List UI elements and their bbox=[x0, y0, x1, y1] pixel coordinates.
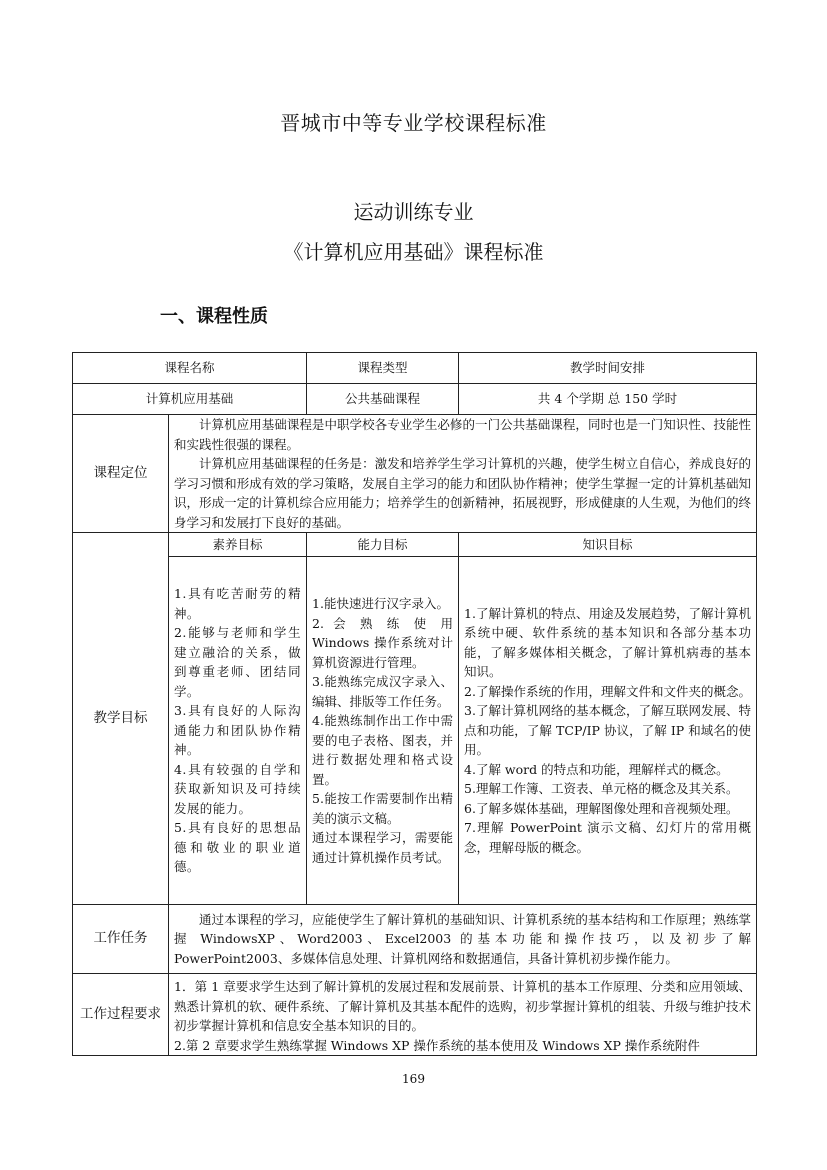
list-item: 4.了解 word 的特点和功能，理解样式的概念。 bbox=[464, 761, 729, 777]
objectives-label: 教学目标 bbox=[73, 533, 169, 905]
document-title: 晋城市中等专业学校课程标准 bbox=[280, 111, 547, 135]
positioning-label: 课程定位 bbox=[73, 415, 169, 533]
schedule-value: 共 4 个学期 总 150 学时 bbox=[459, 384, 757, 415]
task-row bbox=[73, 905, 757, 974]
list-item: 2.了解操作系统的作用，理解文件和文件夹的概念。 bbox=[464, 683, 751, 699]
list-item: 4.能熟练制作出工作中需要的电子表格、图表，并进行数据处理和格式设置。 bbox=[312, 713, 454, 787]
course-type-value: 公共基础课程 bbox=[307, 384, 459, 415]
list-item: 3.能熟练完成汉字录入、编辑、排版等工作任务。 bbox=[312, 674, 454, 709]
major-title: 运动训练专业 bbox=[353, 200, 474, 224]
header-course-type: 课程类型 bbox=[307, 353, 459, 384]
list-item: 5.具有良好的思想品德和敬业的职业道德。 bbox=[174, 820, 302, 875]
objectives-header-row bbox=[73, 533, 757, 557]
positioning-paragraph: 计算机应用基础课程的任务是：激发和培养学生学习计算机的兴趣，使学生树立自信心，养成良好的学习习惯和形成有效的学习策略，发展自主学习的能力和团队协作精神；使学生掌握一定的计算机基础知识，形成一定的计算机综合应用能力；培养学生的创新精神，拓展视野，形成健康的人生观，为他们的终身学习和发展打下良好的基础。 bbox=[174, 456, 752, 530]
ability-goals-header: 能力目标 bbox=[307, 533, 459, 557]
list-item: 2.第 2 章要求学生熟练掌握 Windows XP 操作系统的基本使用及 Windows XP 操作系统附件 bbox=[174, 1037, 700, 1053]
list-item: 5.能按工作需要制作出精美的演示文稿。 bbox=[312, 791, 454, 826]
list-item: 2. 会 熟 练 使 用 Windows 操作系统对计算机资源进行管理。 bbox=[312, 615, 454, 670]
objectives-content-row bbox=[73, 557, 757, 905]
task-label: 工作任务 bbox=[73, 905, 169, 974]
table-row bbox=[73, 384, 757, 415]
process-label: 工作过程要求 bbox=[73, 974, 169, 1056]
list-item: 通过本课程学习，需要能通过计算机操作员考试。 bbox=[312, 830, 454, 865]
list-item: 3.了解计算机网络的基本概念，了解互联网发展、特点和功能，了解 TCP/IP 协议，了解 IP 和域名的使用。 bbox=[464, 703, 752, 758]
course-title: 《计算机应用基础》课程标准 bbox=[283, 240, 544, 264]
table-header-row bbox=[73, 353, 757, 384]
positioning-row bbox=[73, 415, 757, 533]
list-item: 4.具有较强的自学和获取新知识及可持续发展的能力。 bbox=[174, 761, 302, 816]
task-paragraph: 通过本课程的学习，应能使学生了解计算机的基础知识、计算机系统的基本结构和工作原理；熟练掌握 WindowsXP、Word2003、Excel2003 的基本功能和操作技巧，以及初步了解 PowerPoint2003、多媒体信息处理、计算机网络和数据通信，具备计算机初步操作能力。 bbox=[174, 911, 752, 966]
header-schedule: 教学时间安排 bbox=[459, 353, 757, 384]
ability-goals-list bbox=[307, 557, 459, 905]
course-name-value: 计算机应用基础 bbox=[73, 384, 307, 415]
page-number: 169 bbox=[402, 1072, 425, 1086]
task-text bbox=[169, 905, 757, 974]
list-item: 2.能够与老师和学生建立融洽的关系，做到尊重老师、团结同学。 bbox=[174, 625, 302, 699]
process-text bbox=[169, 974, 757, 1056]
list-item: 6.了解多媒体基础，理解图像处理和音视频处理。 bbox=[464, 800, 739, 816]
list-item: 3.具有良好的人际沟通能力和团队协作精神。 bbox=[174, 703, 302, 758]
list-item: 1．第 1 章要求学生达到了解计算机的发展过程和发展前景、计算机的基本工作原理、分类和应用领域、熟悉计算机的软、硬件系统、了解计算机及其基本配件的选购，初步掌握计算机的组装、升级与维护技术初步掌握计算机和信息安全基本知识的目的。 bbox=[174, 979, 752, 1033]
header-course-name: 课程名称 bbox=[73, 353, 307, 384]
list-item: 1.能快速进行汉字录入。 bbox=[312, 596, 449, 611]
list-item: 1.了解计算机的特点、用途及发展趋势，了解计算机系统中硬、软件系统的基本知识和各部分基本功能，了解多媒体相关概念，了解计算机病毒的基本知识。 bbox=[464, 605, 752, 680]
course-standard-table bbox=[72, 352, 757, 1056]
list-item: 5.理解工作簿、工资表、单元格的概念及其关系。 bbox=[464, 781, 739, 797]
knowledge-goals-header: 知识目标 bbox=[459, 533, 757, 557]
quality-goals-list bbox=[169, 557, 307, 905]
list-item: 7.理解 PowerPoint 演示文稿、幻灯片的常用概念，理解母版的概念。 bbox=[464, 820, 752, 855]
quality-goals-header: 素养目标 bbox=[169, 533, 307, 557]
knowledge-goals-list bbox=[459, 557, 757, 905]
positioning-paragraph: 计算机应用基础课程是中职学校各专业学生必修的一门公共基础课程，同时也是一门知识性、技能性和实践性很强的课程。 bbox=[174, 417, 752, 452]
list-item: 1.具有吃苦耐劳的精神。 bbox=[174, 586, 302, 621]
section-heading: 一、课程性质 bbox=[160, 306, 268, 327]
process-row bbox=[73, 974, 757, 1056]
positioning-text bbox=[169, 415, 757, 533]
